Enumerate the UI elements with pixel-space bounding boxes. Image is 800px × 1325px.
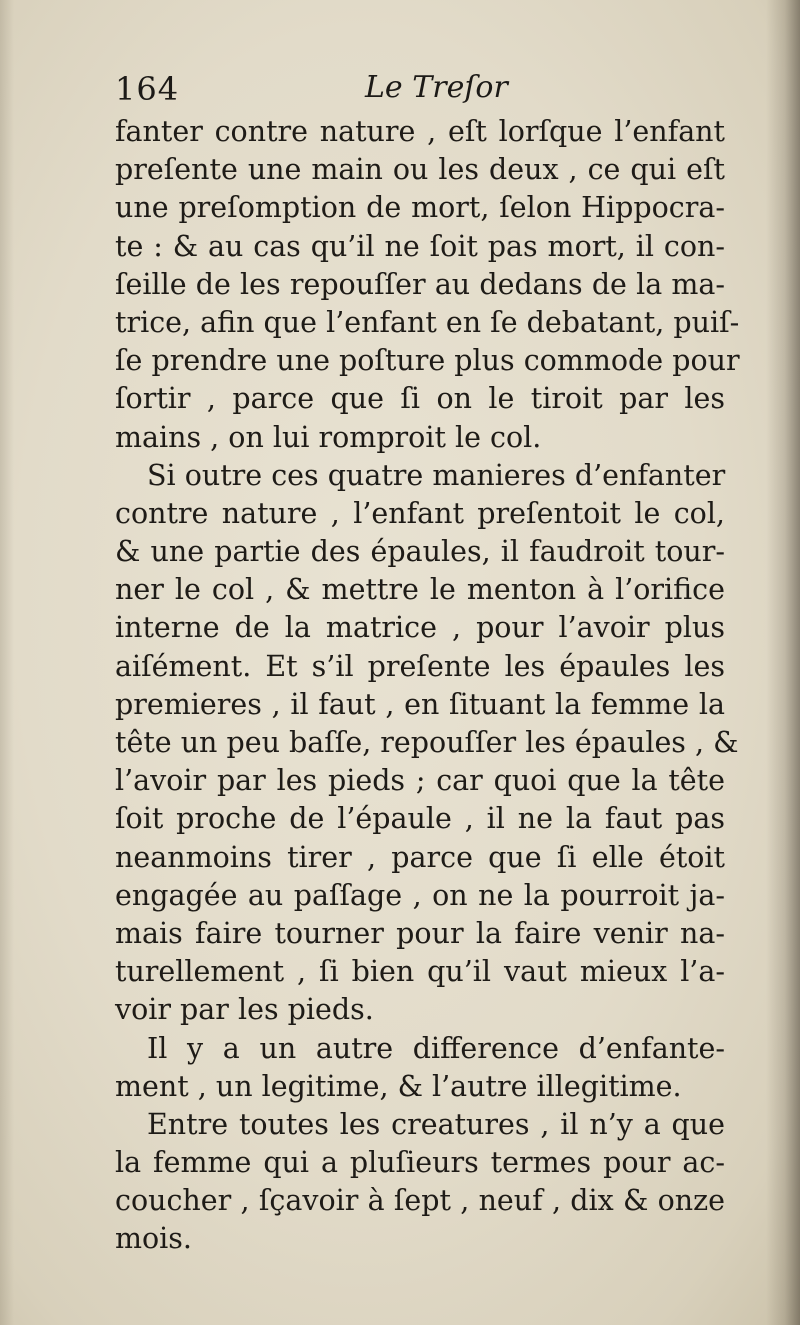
running-title: Le Treſor [365, 70, 508, 105]
text-line: fanter contre nature , eſt lorſque l’enfant [115, 115, 725, 148]
paragraph-2 [115, 457, 739, 1030]
text-line: interne de la matrice , pour l’avoir plus [115, 611, 725, 645]
text-line: engagée au paſſage , on ne la pourroit ja- [115, 878, 725, 912]
text-line: la femme qui a pluſieurs termes pour ac- [115, 1146, 725, 1180]
text-line: mais faire tourner pour la faire venir na- [115, 916, 725, 950]
text-line: voir par les pieds. [115, 993, 374, 1027]
paragraph-1 [115, 113, 740, 457]
text-line: ſeille de les repouſſer au dedans de la ma- [115, 267, 725, 301]
text-line: contre nature , l’enfant preſentoit le col, [115, 496, 725, 530]
page-left-edge [0, 0, 14, 1325]
text-line: ſortir , parce que ſi on le tiroit par les [115, 382, 725, 416]
running-head [115, 70, 725, 112]
text-line: preſente une main ou les deux , ce qui eſt [115, 153, 725, 187]
text-line: Si outre ces quatre manieres d’enfanter [147, 458, 726, 492]
binding-gutter-shadow [766, 0, 800, 1325]
text-line: premieres , il faut , en ſituant la femme la [115, 687, 725, 721]
text-line: turellement , ſi bien qu’il vaut mieux l’a- [115, 955, 725, 989]
text-line: l’avoir par les pieds ; car quoi que la tête [115, 764, 725, 798]
page-number: 164 [115, 70, 180, 108]
text-line: tête un peu baſſe, repouſſer les épaules , & [115, 726, 739, 759]
text-line: une preſomption de mort, ſelon Hippocra- [115, 191, 725, 225]
body-text [115, 113, 740, 1259]
text-line: neanmoins tirer , parce que ſi elle étoit [115, 840, 725, 874]
text-line: Entre toutes les creatures , il n’y a que [147, 1107, 725, 1141]
text-line: aiſément. Et s’il preſente les épaules les [115, 649, 725, 683]
text-line: ner le col , & mettre le menton à l’orifice [115, 573, 725, 607]
text-line: ment , un legitime, & l’autre illegitime. [115, 1069, 682, 1103]
text-line: mains , on lui romproit le col. [115, 420, 542, 454]
text-line: coucher , ſçavoir à ſept , neuf , dix & onze [115, 1184, 725, 1218]
text-line: trice, afin que l’enfant en ſe debatant, puiſ- [115, 305, 740, 339]
paragraph-4 [115, 1106, 725, 1259]
text-line: ſoit proche de l’épaule , il ne la faut pas [115, 802, 725, 836]
text-line: & une partie des épaules, il faudroit tour- [115, 535, 725, 569]
paragraph-3 [115, 1030, 725, 1106]
text-line: ſe prendre une poſture plus commode pour [115, 344, 740, 378]
text-line: Il y a un autre difference d’enfante- [147, 1031, 725, 1065]
text-line: mois. [115, 1222, 192, 1256]
text-line: te : & au cas qu’il ne ſoit pas mort, il con- [115, 229, 725, 263]
